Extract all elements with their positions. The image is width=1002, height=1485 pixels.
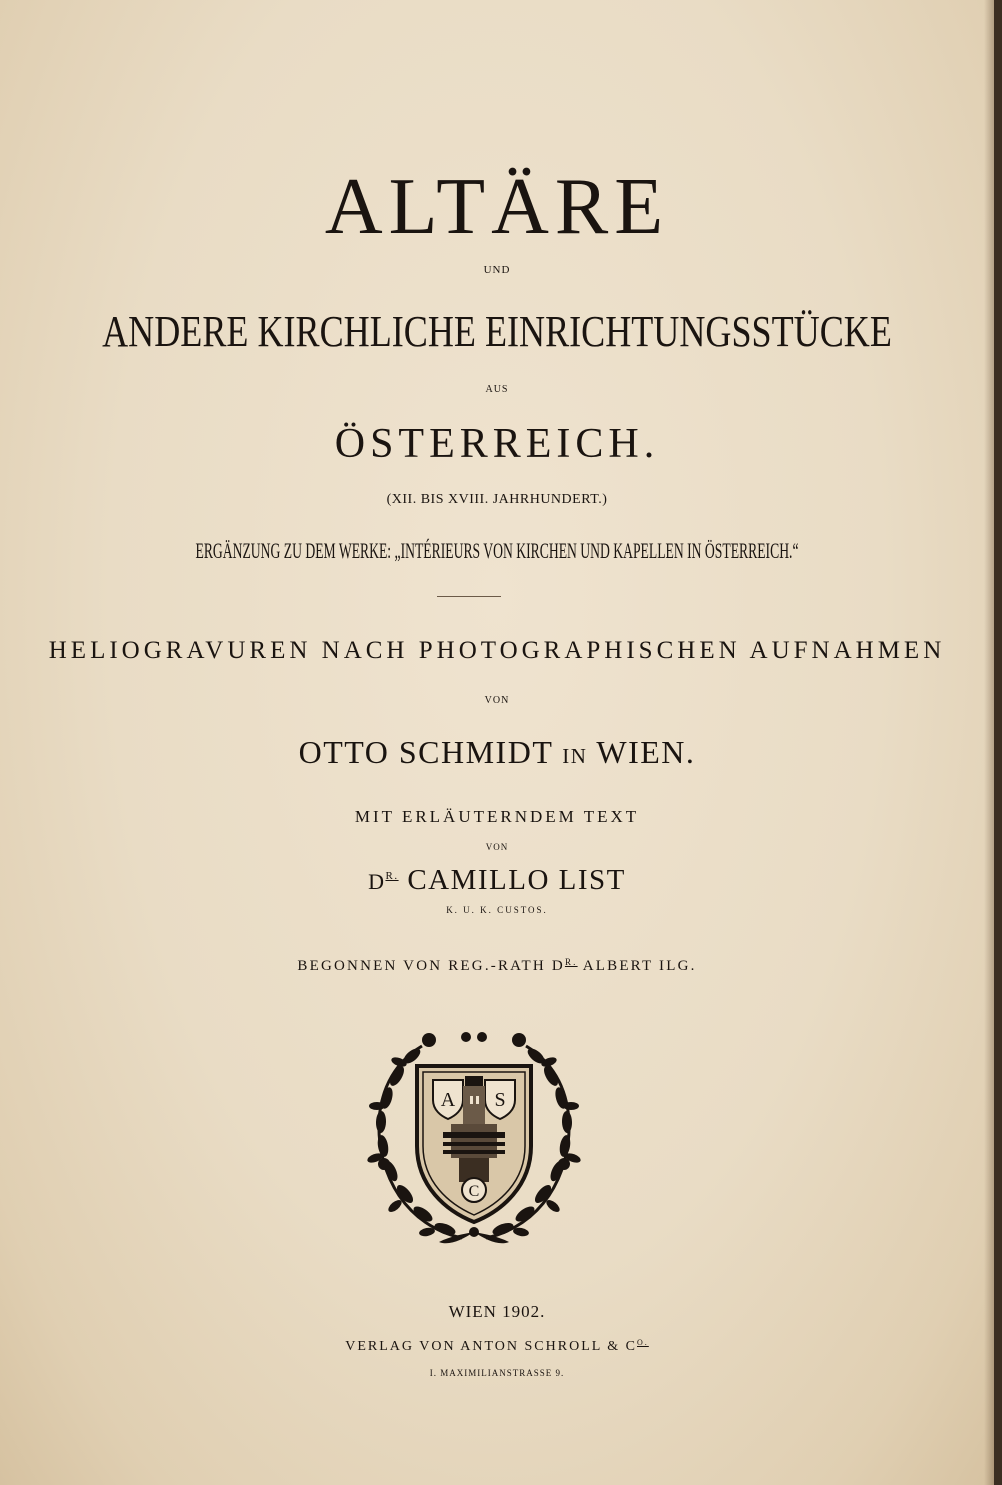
conjunction-und: UND <box>483 264 511 276</box>
heliogravures-line: HELIOGRAVUREN NACH PHOTOGRAPHISCHEN AUFNAHMEN <box>48 637 946 664</box>
preposition-von-1: VON <box>484 695 510 706</box>
begun-name: ALBERT ILG. <box>582 958 697 974</box>
preposition-aus: AUS <box>485 384 509 395</box>
imprint-city-year: WIEN 1902. <box>448 1302 546 1321</box>
photographer-line <box>0 734 994 771</box>
editor-title: K. U. K. CUSTOS. <box>446 905 548 915</box>
emblem-monogram: C <box>468 1183 480 1200</box>
imprint-address: I. MAXIMILIANSTRASSE 9. <box>429 1368 565 1378</box>
book-title: ALTÄRE <box>324 163 670 251</box>
imprint-publisher-line <box>0 1338 994 1355</box>
emblem-letter-s: S <box>494 1089 506 1111</box>
photographer-place: WIEN. <box>596 734 696 770</box>
publisher-emblem-icon <box>367 1026 581 1248</box>
book-subtitle: ANDERE KIRCHLICHE EINRICHTUNGSSTÜCKE <box>102 307 892 356</box>
begun-sup: R. <box>564 957 578 967</box>
divider-rule <box>437 596 501 597</box>
preposition-von-2: VON <box>485 842 509 852</box>
text-line: MIT ERLÄUTERNDEM TEXT <box>354 807 640 826</box>
emblem-letter-a: A <box>440 1089 456 1111</box>
editor-dr-sup: R. <box>385 870 399 882</box>
century-range: (XII. BIS XVIII. JAHRHUNDERT.) <box>386 492 608 507</box>
imprint-publisher: VERLAG VON ANTON SCHROLL & C <box>345 1339 638 1354</box>
begun-line <box>0 957 994 975</box>
country-name: ÖSTERREICH. <box>334 421 660 467</box>
editor-name: CAMILLO LIST <box>407 864 626 896</box>
editor-line <box>0 864 994 897</box>
supplement-note: ERGÄNZUNG ZU DEM WERKE: „INTÉRIEURS VON KIRCHEN UND KAPELLEN IN ÖSTERREICH.“ <box>195 538 799 563</box>
photographer-name: OTTO SCHMIDT <box>298 734 553 770</box>
begun-prefix: BEGONNEN VON REG.-RATH D <box>297 958 565 974</box>
page-edge <box>994 0 1002 1485</box>
imprint-publisher-sup: O. <box>637 1338 649 1347</box>
editor-dr: D <box>368 869 386 894</box>
photographer-in: IN <box>562 744 588 768</box>
